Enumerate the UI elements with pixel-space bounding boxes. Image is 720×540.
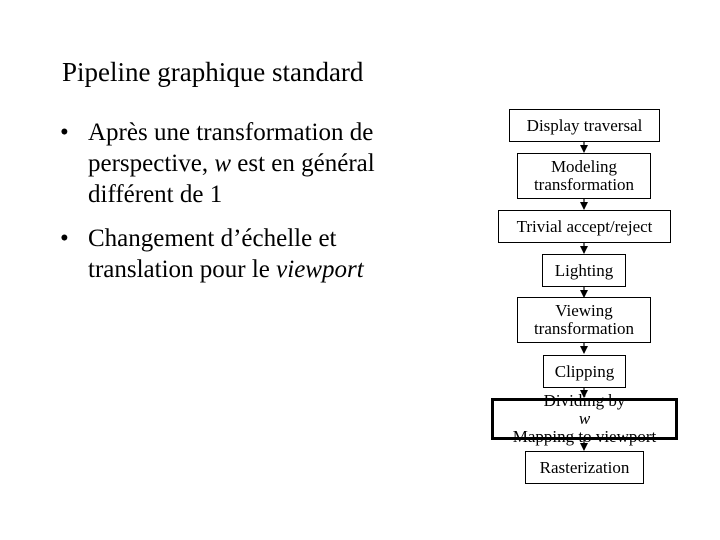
bullet-text-after: est en général différent de 1 [88,150,375,208]
stage-label-line1 [544,392,626,428]
stage-dividing-mapping [491,391,678,446]
stage-label: Lighting [554,260,614,280]
stage-viewing-transformation [517,297,651,343]
stage-label-line1: Viewing [555,301,613,320]
bullet-marker: • [60,225,69,252]
stage-trivial-accept-reject [498,210,671,243]
stage-label: Display traversal [526,115,643,135]
stage-label-line1: Modeling [550,157,618,176]
bullet-text-before: Changement d’échelle et translation pour le [88,225,337,283]
bullet-marker: • [60,119,69,146]
stage-label: Clipping [554,361,615,381]
stage-rasterization [525,451,644,484]
stage-label-line2: transformation [533,175,635,194]
stage-label: Rasterization [539,457,630,477]
stage-label: Trivial accept/reject [516,216,653,236]
slide-title: Pipeline graphique standard [62,57,364,87]
bullet-emphasis: w [214,150,232,177]
stage-clipping [543,355,626,388]
stage-label-line2: Mapping to viewport [512,427,657,446]
stage-label-emphasis: w [578,409,591,428]
bullet-text-before: Après une transformation de perspective, [88,119,374,177]
stage-label-text: Dividing by [543,391,626,410]
stage-label-line2: transformation [533,319,635,338]
stage-lighting [542,254,626,287]
stage-display-traversal [509,109,660,142]
stage-modeling-transformation [517,153,651,199]
bullet-emphasis: viewport [276,256,364,283]
